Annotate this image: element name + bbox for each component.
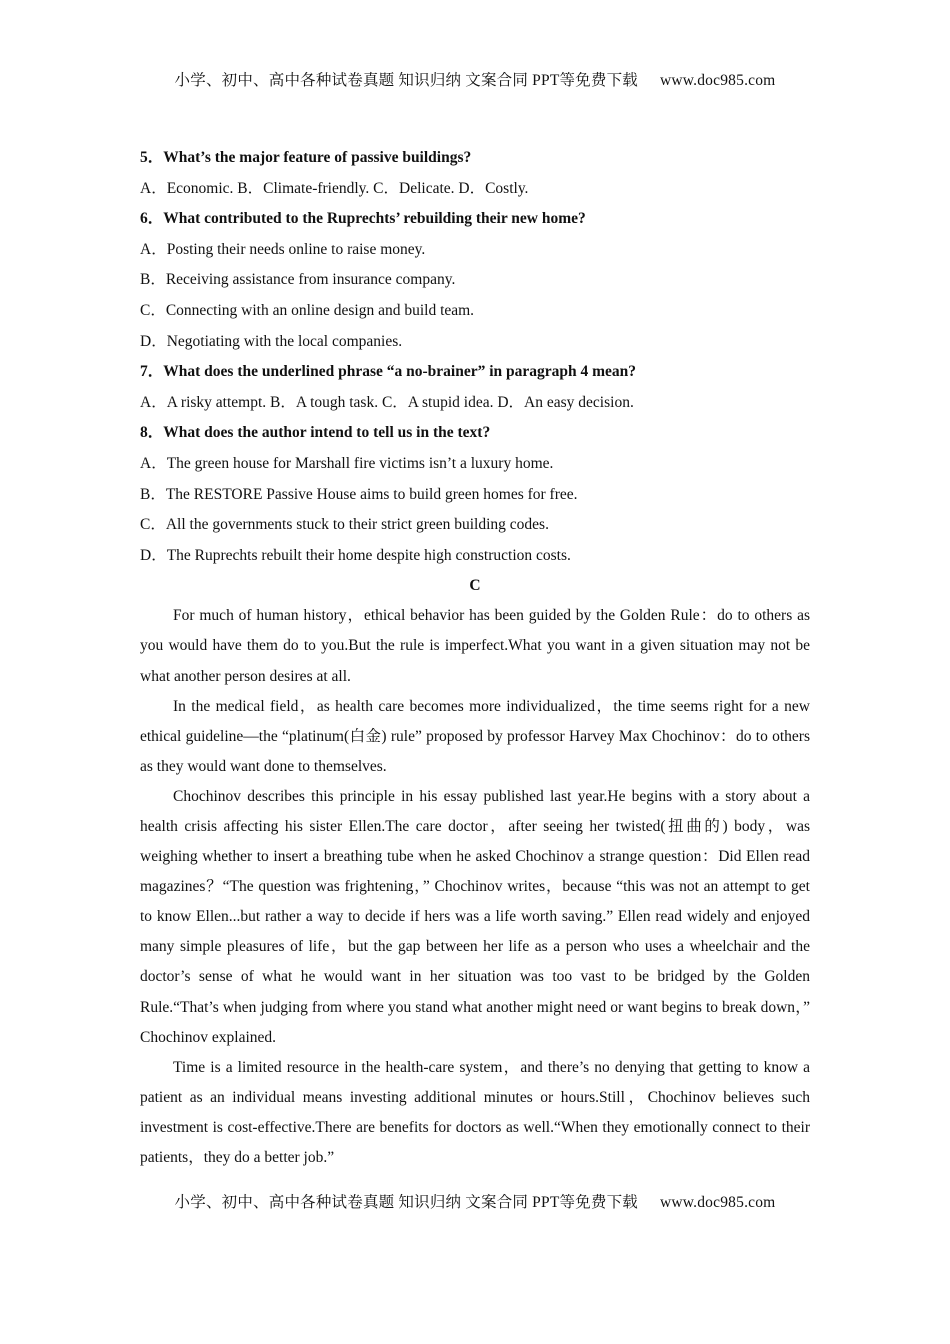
- question-option: D．Negotiating with the local companies.: [140, 332, 403, 350]
- header-url[interactable]: www.doc985.com: [659, 72, 776, 89]
- question-6: [140, 204, 810, 357]
- question-option: A．A risky attempt. B．A tough task. C．A stupid idea. D．An easy decision.: [140, 393, 634, 411]
- question-stem: 8．What does the author intend to tell us in the text?: [140, 424, 491, 442]
- question-option: B．The RESTORE Passive House aims to build green homes for free.: [140, 485, 578, 503]
- question-option: B．Receiving assistance from insurance company.: [140, 271, 456, 289]
- footer-text: 小学、初中、高中各种试卷真题 知识归纳 文案合同 PPT等免费下载: [174, 1194, 638, 1211]
- question-stem: 6．What contributed to the Ruprechts’ rebuilding their new home?: [140, 210, 586, 228]
- page-footer: [0, 1190, 950, 1212]
- header-text: 小学、初中、高中各种试卷真题 知识归纳 文案合同 PPT等免费下载: [174, 72, 638, 89]
- page-header: [0, 68, 950, 90]
- question-stem: 5．What’s the major feature of passive buildings?: [140, 149, 472, 166]
- paragraph: Chochinov describes this principle in his essay published last year.He begins with a story about a health crisis affecting his sister Ellen.The care doctor，after seeing her twisted(扭曲的) body，was weighing whether to insert a breathing tube when he asked Chochinov a strange question：Did Ellen read magazines？“The question was frightening，” Chochinov writes，because “this was not an attempt to get to know Ellen...but rather a way to decide if hers was a life worth saving.” Ellen read widely and enjoyed many simple pleasures of life，but the gap between her life as a person who uses a wheelchair and the doctor’s sense of what he would want in her situation was too vast to be bridged by the Golden Rule.“That’s when judging from where you stand what another might need or want begins to break down，” Chochinov explained.: [140, 787, 810, 1046]
- question-7: [140, 357, 810, 418]
- question-option: D．The Ruprechts rebuilt their home despite high construction costs.: [140, 546, 571, 564]
- question-option: A．The green house for Marshall fire victims isn’t a luxury home.: [140, 454, 554, 472]
- document-body: [140, 143, 810, 1173]
- paragraph: In the medical field，as health care becomes more individualized，the time seems right for a new ethical guideline—the “platinum(白金) rule” proposed by professor Harvey Max Chochinov：do to others as they would want done to themselves.: [140, 697, 810, 775]
- question-5: [140, 143, 810, 204]
- section-title: C: [469, 577, 481, 595]
- question-option: A．Economic. B．Climate-friendly. C．Delicate. D．Costly.: [140, 179, 529, 197]
- question-option: C．All the governments stuck to their strict green building codes.: [140, 516, 549, 534]
- footer-url[interactable]: www.doc985.com: [659, 1194, 776, 1211]
- question-8: [140, 418, 810, 571]
- paragraph: For much of human history，ethical behavior has been guided by the Golden Rule：do to others as you would have them do to you.But the rule is imperfect.What you want in a given situation may not be what another person desires at all.: [140, 607, 810, 685]
- paragraph: Time is a limited resource in the health-care system，and there’s no denying that getting to know a patient as an individual means investing additional minutes or hours.Still，Chochinov believes such investment is cost-effective.There are benefits for doctors as well.“When they emotionally connect to their patients，they do a better job.”: [140, 1058, 810, 1166]
- question-option: C．Connecting with an online design and build team.: [140, 301, 475, 319]
- question-stem: 7．What does the underlined phrase “a no-brainer” in paragraph 4 mean?: [140, 363, 637, 381]
- question-option: A．Posting their needs online to raise money.: [140, 240, 426, 258]
